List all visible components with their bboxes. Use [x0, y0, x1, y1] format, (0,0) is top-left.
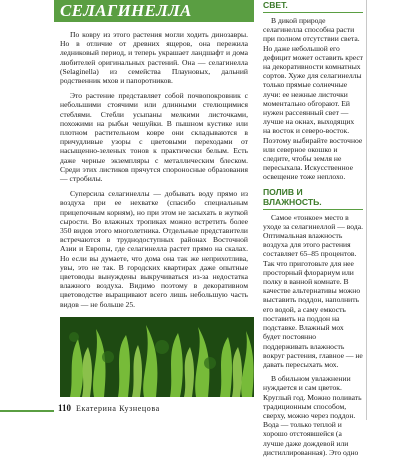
watering-text: В обильном увлажнении нуждается и сам цветок. Круглый год. Можно поливать традиционным способом, сверху, можно через поддон. Вода — только теплой и хорошо отстоявшейся (а лучше даже дождевой или дистиллированная). Это одно [263, 374, 362, 457]
light-text: В дикой природе селагинелла способна расти при полном отсутствии света. Но даже небольшой его дефицит может оставить крест на декоративности комнатных сортов. Хуже для селагинеллы только прямые солнечные лучи: ее нежные листочки моментально обгорают. Ей нужен рассеянный свет — лучше на окнах, выходящих на восток и северо-восток. Поэтому выбирайте восточное или северное окошко и следите, чтобы земля не пересыхала. Искусственное освещение тоже неплохо. [263, 16, 364, 182]
margin-rule [366, 0, 367, 420]
foliage-image [60, 317, 254, 397]
footer-bar [0, 410, 54, 412]
paragraph: По ковру из этого растения могли ходить динозавры. Но в отличие от древних ящеров, она пережила ледниковый период, и теперь украшает ландшафт и дома любителей оригинальных растений. Она — селагинелла (Selaginella) из семейства Плауновых, дальний родственник мхов и папоротников. [60, 30, 248, 86]
section-heading-watering: ПОЛИВ И ВЛАЖНОСТЬ. [263, 186, 322, 207]
selaginella-photo [60, 317, 254, 397]
author-name: Екатерина Кузнецова [76, 404, 160, 413]
page-number: 110 [58, 403, 72, 413]
page-title: СЕЛАГИНЕЛЛА [60, 1, 192, 20]
paragraph: Это растение представляет собой почвопокровник с небольшими стоячими или длинными стелющимися стеблями. Стебли усыпаны мелкими листочками, похожими на рыбьи чешуйки. В пышном кустике или плотном растительном ковре они складываются в причудливые узоры с цветовыми переходами от насыщенно-зеленых тонов к практически белым. Есть даже черные экземпляры с металлическим блеском. Среди этих листиков прячутся спороносные образования — стробилы. [60, 91, 248, 184]
watering-text: Самое «тонкое» место в уходе за селагинеллой — вода. Оптимальная влажность воздуха для этого растения составляет 65–85 процентов. Так что приготовьте для нее просторный флорариум или полку в ванной комнате. В качестве альтернативы можно выставить поддон, наполнить его водой, а саму емкость поставить на поддон на подставке. Влажный мох будет постоянно поддерживать влажность вокруг растения, главное — не давать пересыхать мох. [263, 212, 363, 369]
section-rule [263, 12, 363, 13]
left-column [60, 30, 248, 315]
section-rule [263, 209, 363, 210]
section-heading-light: СВЕТ. [263, 0, 288, 10]
right-column [263, 0, 363, 462]
paragraph: Суперсила селагинеллы — добывать воду прямо из воздуха при ее нехватке (спасибо специальным прицепочным корням), но при этом не засыхать в жуткой сырости. Во влажных тропиках можно встретить более 350 видов этого многолетника. Отдельные представители встречаются в труднодоступных районах Восточной Азии и Европы, где селагинелла растет прямо на скалах. Но если вы думаете, что дома она так же неприхотлива, увы, это не так. В городских квартирах даже опытные цветоводы вынуждены выкручиваться из-за недостатка влажного воздуха. Видимо поэтому в декоративном цветоводстве выращивают всего лишь небольшую часть видов — не больше 25. [60, 189, 248, 309]
